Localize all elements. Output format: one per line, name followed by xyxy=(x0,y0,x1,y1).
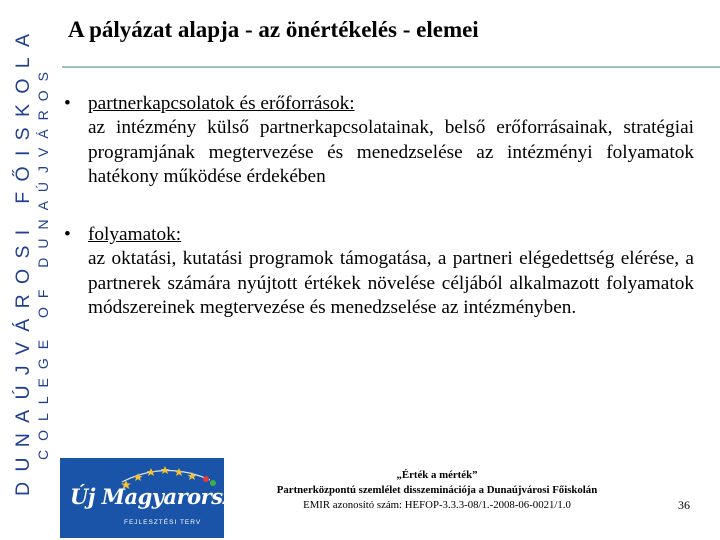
sidebar-text-graphic xyxy=(0,0,60,540)
title-divider xyxy=(62,66,720,68)
sidebar-name-en: COLLEGE OF DUNAÚJVÁROS xyxy=(35,71,51,460)
page-title: A pályázat alapja - az önértékelés - elemei xyxy=(68,17,479,42)
bullet-marker: • xyxy=(64,93,71,114)
bullet-marker: • xyxy=(64,224,71,246)
bullet-list xyxy=(62,92,694,354)
sidebar-name-hu: DUNAÚJVÁROSI FŐISKOLA xyxy=(12,34,34,496)
bullet-processes xyxy=(62,223,694,320)
footer-project-id: EMIR azonosító szám: HEFOP-3.3.3-08/1.-2008-06-0021/1.0 xyxy=(303,499,571,511)
sidebar-institution-name xyxy=(0,0,60,540)
bullet-partnerships xyxy=(62,92,694,189)
footer-motto: „Érték a mérték” xyxy=(396,469,478,481)
new-hungary-logo xyxy=(60,458,262,538)
bullet-heading: partnerkapcsolatok és erőforrások: xyxy=(88,93,355,114)
footer-project-title: Partnerközpontú szemlélet disszeminációja a Dunaújvárosi Főiskolán xyxy=(276,484,598,496)
bullet-text: az intézmény külső partnerkapcsolatainak, belső erőforrásainak, stratégiai programjának megtervezése és menedzselése az intézményi folyamatok hatékony működése érdekében xyxy=(88,117,694,187)
bullet-text: az oktatási, kutatási programok támogatása, a partneri elégedettség elérése, a partnerek számára nyújtott értékek növelése céljából alkalmazott folyamatok módszereinek megtervezése és menedzselése az intézményben. xyxy=(88,248,694,319)
logo-sub-text: FEJLESZTÉSI TERV xyxy=(124,519,202,526)
footer xyxy=(228,468,646,513)
logo-main-text: Új Magyarország xyxy=(70,484,262,509)
bullet-heading: folyamatok: xyxy=(88,224,182,246)
page-number: 36 xyxy=(678,498,690,512)
